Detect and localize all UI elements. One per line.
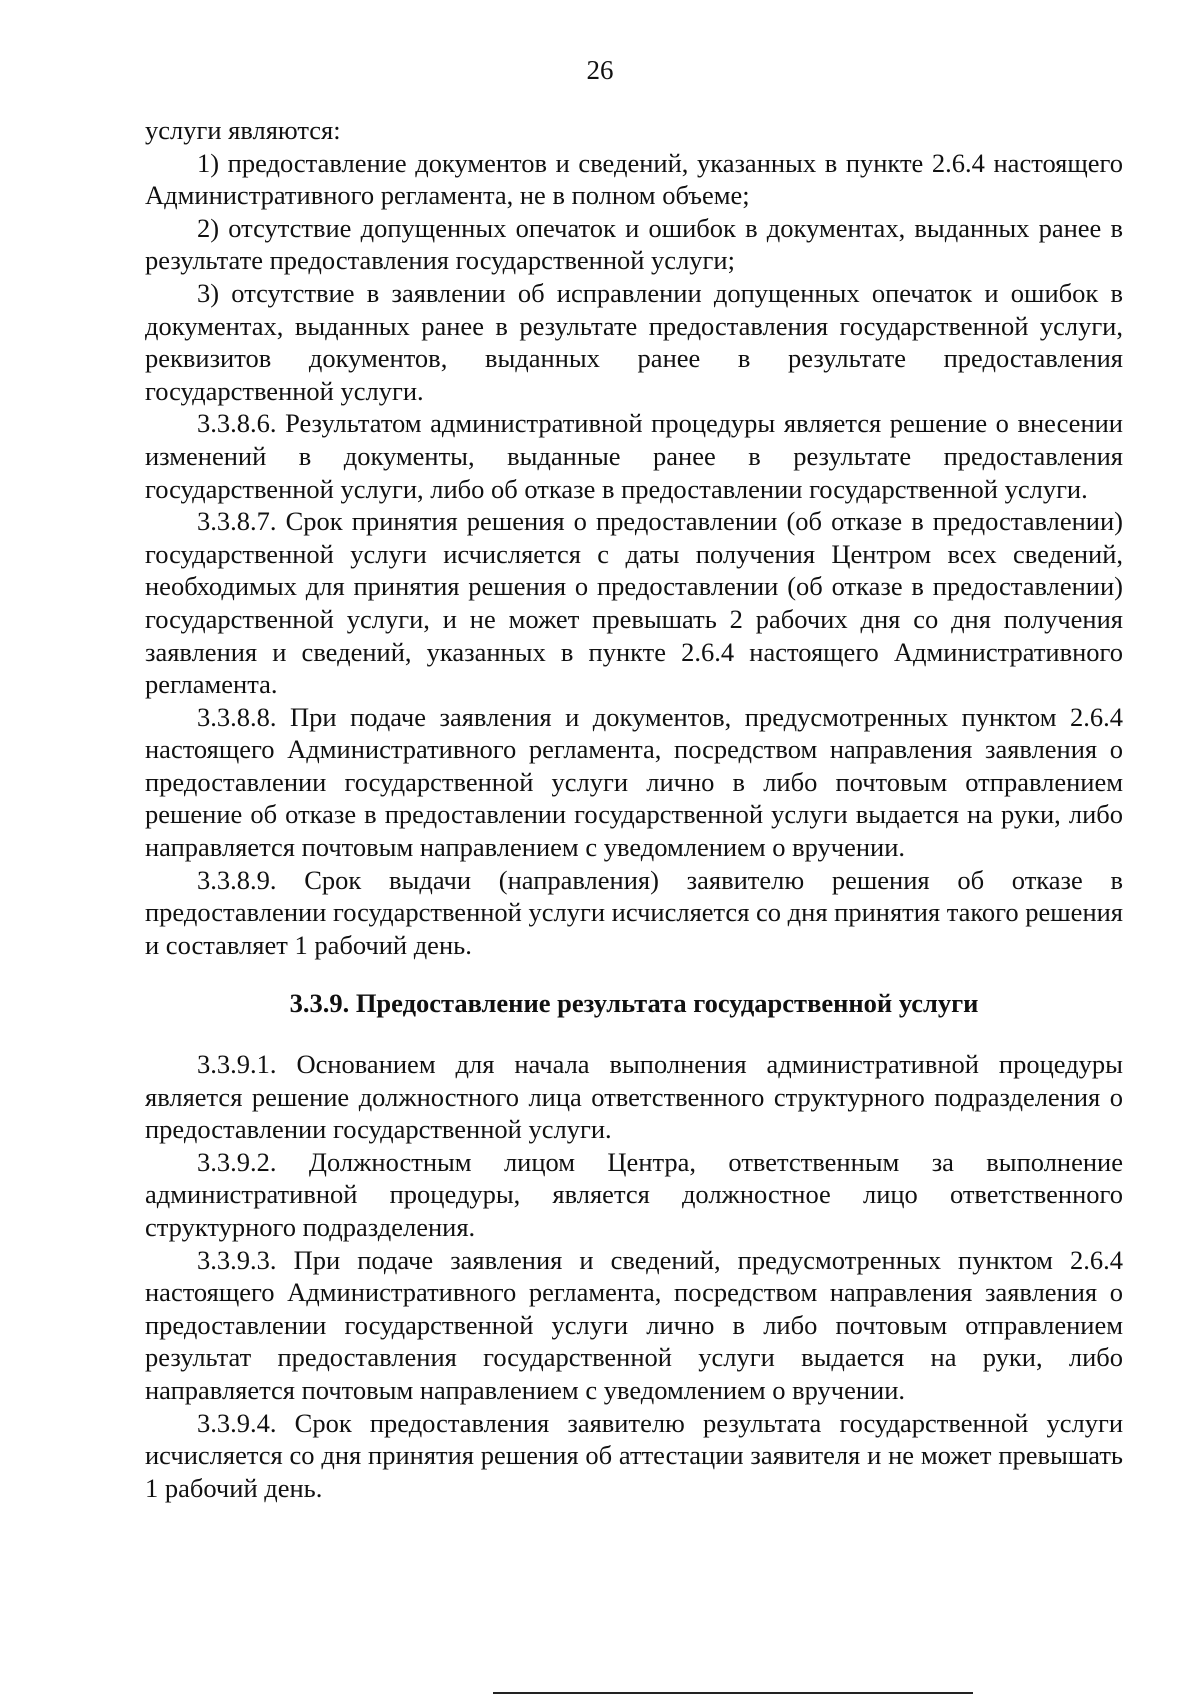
- section-heading: 3.3.9. Предоставление результата государственной услуги: [289, 988, 979, 1019]
- paragraph: 3.3.8.7. Срок принятия решения о предоставлении (об отказе в предоставлении) государственной услуги исчисляется с даты получения Центром всех сведений, необходимых для принятия решения о предоставлении (об отказе в предоставлении) государственной услуги, и не может превышать 2 рабочих дня со дня получения заявления и сведений, указанных в пункте 2.6.4 настоящего Административного регламента.: [145, 506, 1123, 700]
- paragraph: 3.3.9.1. Основанием для начала выполнения административной процедуры является решение должностного лица ответственного структурного подразделения о предоставлении государственной услуги.: [145, 1049, 1123, 1145]
- paragraph: 3.3.8.6. Результатом административной процедуры является решение о внесении изменений в документы, выданные ранее в результате предоставления государственной услуги, либо об отказе в предоставлении государственной услуги.: [145, 408, 1123, 504]
- paragraph: 3.3.9.3. При подаче заявления и сведений, предусмотренных пунктом 2.6.4 настоящего Административного регламента, посредством направления заявления о предоставлении государственной услуги лично в либо почтовым отправлением результат предоставления государственной услуги выдается на руки, либо направляется почтовым направлением с уведомлением о вручении.: [145, 1244, 1123, 1405]
- document-body: [145, 114, 1123, 1504]
- paragraph: 3.3.9.4. Срок предоставления заявителю результата государственной услуги исчисляется со дня принятия решения об аттестации заявителя и не может превышать 1 рабочий день.: [145, 1407, 1123, 1503]
- paragraph: 3) отсутствие в заявлении об исправлении допущенных опечаток и ошибок в документах, выданных ранее в результате предоставления государственной услуги, реквизитов документов, выданных ранее в результате предоставления государственной услуги.: [145, 277, 1123, 406]
- paragraph: 3.3.8.8. При подаче заявления и документов, предусмотренных пунктом 2.6.4 настоящего Административного регламента, посредством направления заявления о предоставлении государственной услуги лично в либо почтовым отправлением решение об отказе в предоставлении государственной услуги выдается на руки, либо направляется почтовым направлением с уведомлением о вручении.: [145, 701, 1123, 863]
- paragraph: 1) предоставление документов и сведений, указанных в пункте 2.6.4 настоящего Административного регламента, не в полном объеме;: [145, 147, 1123, 211]
- paragraph: 3.3.8.9. Срок выдачи (направления) заявителю решения об отказе в предоставлении государственной услуги исчисляется со дня принятия такого решения и составляет 1 рабочий день.: [145, 864, 1123, 960]
- paragraph: 2) отсутствие допущенных опечаток и ошибок в документах, выданных ранее в результате предоставления государственной услуги;: [145, 212, 1123, 276]
- footer-divider: [493, 1692, 973, 1694]
- paragraph: 3.3.9.2. Должностным лицом Центра, ответственным за выполнение административной процедуры, является должностное лицо ответственного структурного подразделения.: [145, 1146, 1123, 1242]
- page-number: 26: [586, 55, 614, 85]
- paragraph: услуги являются:: [145, 115, 341, 145]
